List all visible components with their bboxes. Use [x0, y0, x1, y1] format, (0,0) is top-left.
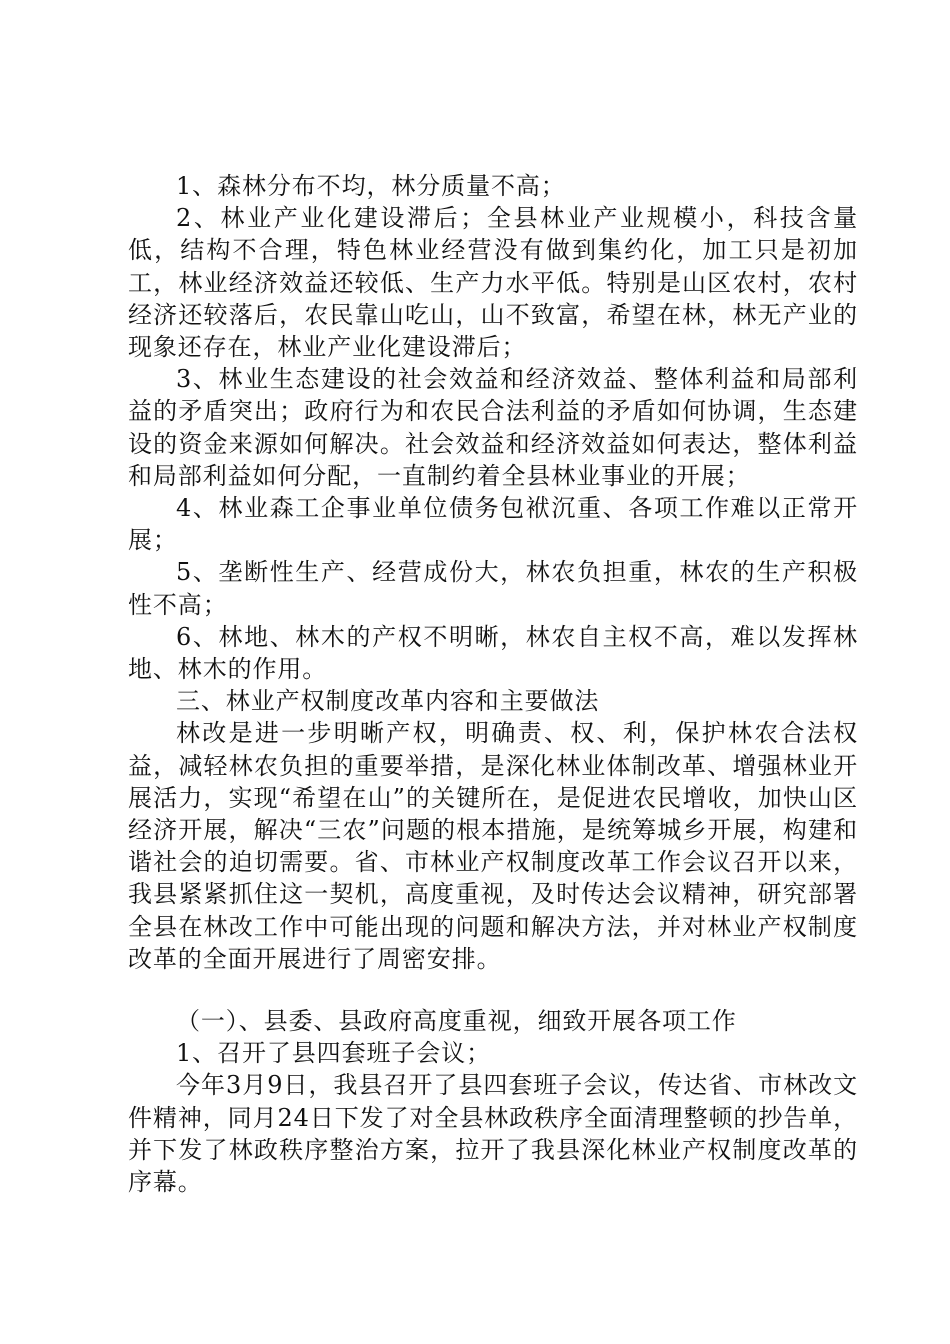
paragraph-issue-2: 2、林业产业化建设滞后；全县林业产业规模小，科技含量低，结构不合理，特色林业经营没有做到集约化，加工只是初加工，林业经济效益还较低、生产力水平低。特别是山区农村，农村经济还较落后，农民靠山吃山，山不致富，希望在林，林无产业的现象还存在，林业产业化建设滞后； [128, 204, 858, 362]
paragraph-issue-3: 3、林业生态建设的社会效益和经济效益、整体利益和局部利益的矛盾突出；政府行为和农民合法利益的矛盾如何协调，生态建设的资金来源如何解决。社会效益和经济效益如何表达，整体利益和局部利益如何分配，一直制约着全县林业事业的开展； [128, 365, 858, 490]
paragraph-issue-6: 6、林地、林木的产权不明晰，林农自主权不高，难以发挥林地、林木的作用。 [128, 622, 858, 684]
section-heading-reform: 三、林业产权制度改革内容和主要做法 [176, 687, 600, 716]
paragraph-meeting-details: 今年3月9日，我县召开了县四套班子会议，传达省、市林改文件精神，同月24日下发了对全县林政秩序全面清理整顿的抄告单，并下发了林政秩序整治方案，拉开了我县深化林业产权制度改革的序幕。 [128, 1071, 858, 1197]
document-page [128, 170, 858, 1198]
paragraph-issue-1: 1、森林分布不均，林分质量不高； [176, 172, 566, 200]
paragraph-reform-intro: 林改是进一步明晰产权，明确责、权、利，保护林农合法权益，减轻林农负担的重要举措，是深化林业体制改革、增强林业开展活力，实现“希望在山”的关键所在，是促进农民增收，加快山区经济开展，解决“三农”问题的根本措施，是统筹城乡开展，构建和谐社会的迫切需要。省、市林业产权制度改革工作会议召开以来，我县紧紧抓住这一契机，高度重视，及时传达会议精神，研究部署全县在林改工作中可能出现的问题和解决方法，并对林业产权制度改革的全面开展进行了周密安排。 [128, 719, 858, 973]
paragraph-issue-5: 5、垄断性生产、经营成份大，林农负担重，林农的生产积极性不高； [128, 558, 858, 619]
paragraph-item-1-title: 1、召开了县四套班子会议； [176, 1039, 491, 1068]
paragraph-issue-4: 4、林业森工企事业单位债务包袱沉重、各项工作难以正常开展； [128, 494, 858, 555]
subsection-heading-1: （一）、县委、县政府高度重视，细致开展各项工作 [176, 1007, 737, 1036]
